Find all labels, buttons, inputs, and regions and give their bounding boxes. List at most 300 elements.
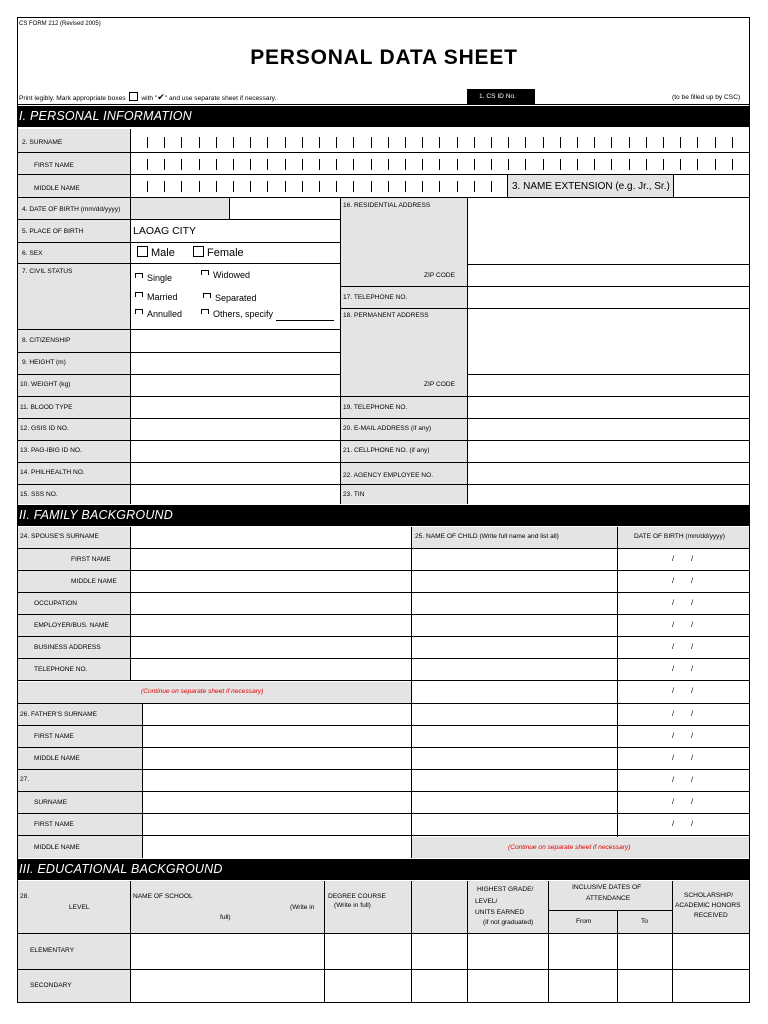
edu-level-bg bbox=[18, 934, 130, 1002]
char-box-tick bbox=[267, 137, 268, 148]
section-title: III. EDUCATIONAL BACKGROUND bbox=[19, 862, 223, 876]
highest-grade-header-4: (if not graduated) bbox=[483, 919, 534, 926]
divider bbox=[17, 969, 750, 970]
char-box-tick bbox=[525, 159, 526, 170]
char-box-tick bbox=[594, 137, 595, 148]
char-box-tick bbox=[319, 159, 320, 170]
char-box-tick bbox=[629, 159, 630, 170]
divider bbox=[17, 197, 750, 198]
divider bbox=[17, 418, 750, 419]
char-box-tick bbox=[405, 181, 406, 192]
divider bbox=[467, 197, 468, 504]
divider bbox=[17, 680, 750, 681]
others-specify-line[interactable] bbox=[276, 320, 334, 321]
child-dob-slashes[interactable]: / / bbox=[672, 753, 694, 762]
name-of-child-label: 25. NAME OF CHILD (Write full name and list all) bbox=[415, 533, 559, 540]
divider bbox=[617, 527, 618, 837]
annulled-checkbox[interactable] bbox=[135, 309, 143, 314]
char-box-tick bbox=[439, 181, 440, 192]
divider bbox=[17, 174, 750, 175]
mother-first-name-label: FIRST NAME bbox=[34, 821, 74, 828]
divider bbox=[17, 219, 340, 220]
child-name-input[interactable] bbox=[412, 637, 616, 658]
char-box-tick bbox=[457, 137, 458, 148]
char-box-tick bbox=[388, 137, 389, 148]
divider bbox=[17, 570, 750, 571]
mother-first-name-input[interactable] bbox=[143, 814, 411, 835]
child-dob-slashes[interactable]: / / bbox=[672, 642, 694, 651]
divider bbox=[17, 933, 750, 934]
char-box-tick bbox=[474, 181, 475, 192]
char-box-tick bbox=[199, 137, 200, 148]
sss-label: 15. SSS NO. bbox=[20, 491, 58, 498]
char-box-tick bbox=[285, 159, 286, 170]
csid-label: 1. CS ID No. bbox=[479, 93, 517, 100]
char-box-tick bbox=[199, 181, 200, 192]
highest-grade-header-3: UNITS EARNED bbox=[475, 909, 525, 916]
degree-header: DEGREE COURSE bbox=[328, 893, 386, 900]
citizenship-label: 8. CITIZENSHIP bbox=[22, 337, 71, 344]
section-title: I. PERSONAL INFORMATION bbox=[19, 109, 192, 123]
father-middle-name-input[interactable] bbox=[143, 748, 411, 769]
tin-input[interactable] bbox=[468, 485, 749, 504]
elementary-school-input[interactable] bbox=[131, 934, 324, 969]
char-box-tick bbox=[508, 159, 509, 170]
char-box-tick bbox=[147, 137, 148, 148]
scholarship-header-3: RECEIVED bbox=[694, 912, 728, 919]
widowed-label: Widowed bbox=[213, 270, 251, 280]
spouse-first-name-label: FIRST NAME bbox=[71, 556, 111, 563]
first-name-input[interactable] bbox=[131, 153, 749, 174]
degree-note: (Write in full) bbox=[334, 902, 371, 909]
child-name-input[interactable] bbox=[412, 770, 616, 791]
blood-type-input[interactable] bbox=[131, 397, 340, 418]
philhealth-input[interactable] bbox=[131, 463, 340, 484]
agency-employee-input[interactable] bbox=[468, 463, 749, 484]
name-extension-label: 3. NAME EXTENSION (e.g. Jr., Sr.) bbox=[512, 181, 670, 192]
spouse-first-name-input[interactable] bbox=[131, 549, 411, 570]
divider bbox=[130, 129, 131, 504]
char-box-tick bbox=[164, 181, 165, 192]
char-box-tick bbox=[680, 137, 681, 148]
occupation-label: OCCUPATION bbox=[34, 600, 77, 607]
child-dob-slashes[interactable]: / / bbox=[672, 797, 694, 806]
child-dob-slashes[interactable]: / / bbox=[672, 819, 694, 828]
child-dob-slashes[interactable]: / / bbox=[672, 620, 694, 629]
divider bbox=[17, 104, 750, 105]
child-name-input[interactable] bbox=[412, 792, 616, 813]
gsis-label: 12. GSIS ID NO. bbox=[20, 425, 69, 432]
height-input[interactable] bbox=[131, 353, 340, 374]
divider bbox=[672, 881, 673, 1002]
char-box-tick bbox=[646, 159, 647, 170]
zip-code-2-label: ZIP CODE bbox=[424, 381, 456, 388]
to-header: To bbox=[641, 918, 648, 925]
char-box-tick bbox=[491, 181, 492, 192]
divider bbox=[548, 881, 549, 1002]
child-name-input[interactable] bbox=[412, 704, 616, 725]
female-label: Female bbox=[207, 247, 244, 259]
secondary-label: SECONDARY bbox=[30, 982, 72, 989]
gsis-input[interactable] bbox=[131, 419, 340, 440]
char-box-tick bbox=[577, 137, 578, 148]
address-label-bg bbox=[340, 198, 467, 504]
divider bbox=[17, 747, 750, 748]
char-box-tick bbox=[439, 159, 440, 170]
char-box-tick bbox=[388, 181, 389, 192]
char-box-tick bbox=[371, 159, 372, 170]
highest-grade-header-2: LEVEL/ bbox=[475, 898, 498, 905]
divider bbox=[340, 308, 750, 309]
family-telephone-label: TELEPHONE NO. bbox=[34, 666, 88, 673]
divider bbox=[17, 636, 750, 637]
char-box-tick bbox=[302, 181, 303, 192]
spouse-surname-label: 24. SPOUSE'S SURNAME bbox=[20, 533, 99, 540]
pob-value[interactable]: LAOAG CITY bbox=[133, 225, 197, 237]
divider bbox=[673, 175, 674, 197]
sex-label: 6. SEX bbox=[22, 250, 43, 257]
char-box-tick bbox=[474, 159, 475, 170]
child-name-input[interactable] bbox=[412, 549, 616, 570]
first-name-label: FIRST NAME bbox=[34, 162, 74, 169]
char-box-tick bbox=[250, 159, 251, 170]
dob-label: 4. DATE OF BIRTH (mm/dd/yyyy) bbox=[22, 206, 121, 213]
divider bbox=[229, 197, 230, 220]
char-box-tick bbox=[457, 159, 458, 170]
char-box-tick bbox=[543, 137, 544, 148]
school-header: NAME OF SCHOOL bbox=[133, 893, 193, 900]
married-label: Married bbox=[147, 292, 178, 302]
child-dob-label: DATE OF BIRTH (mm/dd/yyyy) bbox=[634, 533, 725, 540]
child-dob-slashes[interactable]: / / bbox=[672, 686, 694, 695]
residential-address-label: 16. RESIDENTIAL ADDRESS bbox=[343, 202, 431, 209]
sss-input[interactable] bbox=[131, 485, 340, 504]
instructions-part-b: with " bbox=[141, 95, 158, 102]
secondary-school-input[interactable] bbox=[131, 970, 324, 1002]
char-box-tick bbox=[336, 181, 337, 192]
char-box-tick bbox=[216, 181, 217, 192]
char-box-tick bbox=[422, 181, 423, 192]
civil-status-label: 7. CIVIL STATUS bbox=[22, 268, 73, 275]
level-header: LEVEL bbox=[69, 904, 90, 911]
child-name-input[interactable] bbox=[412, 814, 616, 835]
instructions bbox=[19, 92, 276, 103]
char-box-tick bbox=[646, 137, 647, 148]
char-box-tick bbox=[164, 137, 165, 148]
school-write-in-note: (Write in bbox=[290, 904, 315, 911]
child-continue-note: (Continue on separate sheet if necessary) bbox=[508, 844, 631, 851]
family-telephone-input[interactable] bbox=[131, 659, 411, 680]
child-name-input[interactable] bbox=[412, 659, 616, 680]
char-box-tick bbox=[697, 159, 698, 170]
scholarship-header-2: ACADEMIC HONORS bbox=[675, 902, 741, 909]
char-box-tick bbox=[560, 137, 561, 148]
surname-input[interactable] bbox=[131, 130, 749, 152]
divider bbox=[130, 527, 131, 681]
occupation-input[interactable] bbox=[131, 593, 411, 614]
cellphone-input[interactable] bbox=[468, 441, 749, 462]
child-dob-slashes[interactable]: / / bbox=[672, 576, 694, 585]
weight-input[interactable] bbox=[131, 375, 340, 396]
others-label: Others, specify bbox=[213, 309, 274, 319]
divider bbox=[17, 769, 750, 770]
telephone-17-input[interactable] bbox=[468, 287, 749, 308]
char-box-tick bbox=[715, 159, 716, 170]
divider bbox=[411, 527, 412, 858]
char-box-tick bbox=[422, 137, 423, 148]
char-box-tick bbox=[508, 137, 509, 148]
section-personal-information bbox=[17, 106, 750, 127]
divider bbox=[17, 329, 340, 330]
child-name-input[interactable] bbox=[412, 681, 616, 702]
char-box-tick bbox=[405, 159, 406, 170]
char-box-tick bbox=[353, 181, 354, 192]
email-input[interactable] bbox=[468, 419, 749, 440]
char-box-tick bbox=[302, 137, 303, 148]
blood-type-label: 11. BLOOD TYPE bbox=[20, 404, 73, 411]
married-checkbox[interactable] bbox=[135, 292, 143, 297]
char-box-tick bbox=[250, 137, 251, 148]
divider bbox=[17, 396, 750, 397]
child-dob-slashes[interactable]: / / bbox=[672, 598, 694, 607]
height-label: 9. HEIGHT (m) bbox=[22, 359, 66, 366]
civil-single-option[interactable] bbox=[135, 273, 172, 283]
char-box-tick bbox=[267, 159, 268, 170]
char-box-tick bbox=[164, 159, 165, 170]
mother-middle-name-label: MIDDLE NAME bbox=[34, 844, 80, 851]
check-mark-icon: ✔ bbox=[157, 92, 165, 102]
spouse-surname-input[interactable] bbox=[131, 527, 411, 548]
char-box-tick bbox=[457, 181, 458, 192]
char-box-tick bbox=[491, 137, 492, 148]
telephone-19-label: 19. TELEPHONE NO. bbox=[343, 404, 408, 411]
divider bbox=[340, 286, 750, 287]
char-box-tick bbox=[629, 137, 630, 148]
inclusive-header-1: INCLUSIVE DATES OF bbox=[572, 884, 642, 891]
char-box-tick bbox=[715, 137, 716, 148]
separated-label: Separated bbox=[215, 293, 257, 303]
char-box-tick bbox=[388, 159, 389, 170]
child-dob-slashes[interactable]: / / bbox=[672, 709, 694, 718]
divider bbox=[17, 242, 340, 243]
char-box-tick bbox=[680, 159, 681, 170]
father-surname-label: 26. FATHER'S SURNAME bbox=[20, 711, 97, 718]
char-box-tick bbox=[302, 159, 303, 170]
char-box-tick bbox=[336, 159, 337, 170]
char-box-tick bbox=[147, 159, 148, 170]
char-box-tick bbox=[147, 181, 148, 192]
male-label: Male bbox=[151, 247, 175, 259]
business-address-input[interactable] bbox=[131, 637, 411, 658]
edu-number-label: 28. bbox=[20, 893, 30, 900]
divider bbox=[467, 374, 750, 375]
single-checkbox[interactable] bbox=[135, 273, 143, 278]
char-box-tick bbox=[405, 137, 406, 148]
separated-checkbox[interactable] bbox=[203, 293, 211, 298]
char-box-tick bbox=[285, 137, 286, 148]
mother-middle-name-input[interactable] bbox=[143, 836, 411, 857]
sex-female-option[interactable] bbox=[193, 246, 244, 259]
divider bbox=[467, 264, 750, 265]
char-box-tick bbox=[525, 137, 526, 148]
section-educational-background bbox=[17, 859, 750, 880]
civil-married-option[interactable] bbox=[135, 292, 178, 302]
civil-widowed-option[interactable] bbox=[201, 270, 250, 280]
char-box-tick bbox=[663, 137, 664, 148]
citizenship-input[interactable] bbox=[131, 330, 340, 352]
divider bbox=[17, 835, 750, 836]
spouse-middle-name-label: MIDDLE NAME bbox=[71, 578, 117, 585]
divider bbox=[142, 704, 143, 858]
char-box-tick bbox=[250, 181, 251, 192]
child-name-input[interactable] bbox=[412, 571, 616, 592]
char-box-tick bbox=[371, 137, 372, 148]
widowed-checkbox[interactable] bbox=[201, 270, 209, 275]
char-box-tick bbox=[353, 137, 354, 148]
char-box-tick bbox=[697, 137, 698, 148]
instructions-part-a: Print legibly. Mark appropriate boxes bbox=[19, 95, 126, 102]
divider bbox=[17, 658, 750, 659]
dob-input[interactable] bbox=[230, 198, 340, 220]
tin-label: 23. TIN bbox=[343, 491, 365, 498]
char-box-tick bbox=[181, 137, 182, 148]
permanent-address-input[interactable] bbox=[468, 309, 749, 374]
char-box-tick bbox=[732, 159, 733, 170]
spouse-middle-name-input[interactable] bbox=[131, 571, 411, 592]
surname-label: 2. SURNAME bbox=[22, 139, 63, 146]
from-header: From bbox=[576, 918, 592, 925]
child-name-input[interactable] bbox=[412, 748, 616, 769]
child-dob-slashes[interactable]: / / bbox=[672, 775, 694, 784]
telephone-19-input[interactable] bbox=[468, 397, 749, 418]
others-checkbox[interactable] bbox=[201, 309, 209, 314]
char-box-tick bbox=[216, 137, 217, 148]
char-box-tick bbox=[543, 159, 544, 170]
child-dob-slashes[interactable]: / / bbox=[672, 554, 694, 563]
divider bbox=[467, 881, 468, 1002]
section-title: II. FAMILY BACKGROUND bbox=[19, 508, 174, 522]
divider bbox=[340, 197, 341, 504]
divider bbox=[17, 703, 750, 704]
divider bbox=[130, 881, 131, 1002]
divider bbox=[17, 614, 750, 615]
inclusive-header-2: ATTENDANCE bbox=[586, 895, 631, 902]
zip-code-1-input[interactable] bbox=[468, 265, 749, 286]
char-box-tick bbox=[422, 159, 423, 170]
father-middle-name-label: MIDDLE NAME bbox=[34, 755, 80, 762]
civil-others-option[interactable] bbox=[201, 309, 273, 319]
char-box-tick bbox=[181, 181, 182, 192]
child-name-input[interactable] bbox=[412, 726, 616, 747]
divider bbox=[17, 263, 340, 264]
char-box-tick bbox=[611, 159, 612, 170]
char-box-tick bbox=[560, 159, 561, 170]
char-box-tick bbox=[181, 159, 182, 170]
pob-label: 5. PLACE OF BIRTH bbox=[22, 228, 84, 235]
char-box-tick bbox=[353, 159, 354, 170]
father-surname-input[interactable] bbox=[143, 704, 411, 725]
csc-note: (to be filled up by CSC) bbox=[672, 94, 741, 101]
telephone-17-label: 17. TELEPHONE NO. bbox=[343, 294, 408, 301]
char-box-tick bbox=[216, 159, 217, 170]
child-dob-slashes[interactable]: / / bbox=[672, 731, 694, 740]
elementary-label: ELEMENTARY bbox=[30, 947, 75, 954]
civil-separated-option[interactable] bbox=[203, 293, 257, 303]
char-box-tick bbox=[371, 181, 372, 192]
divider bbox=[617, 910, 618, 1002]
child-dob-slashes[interactable]: / / bbox=[672, 664, 694, 673]
form-code: CS FORM 212 (Revised 2005) bbox=[19, 21, 101, 27]
char-box-tick bbox=[319, 181, 320, 192]
char-box-tick bbox=[491, 159, 492, 170]
divider bbox=[17, 440, 750, 441]
divider bbox=[17, 152, 750, 153]
family-continue-note: (Continue on separate sheet if necessary) bbox=[141, 688, 264, 695]
divider bbox=[17, 548, 750, 549]
cellphone-label: 21. CELLPHONE NO. (if any) bbox=[343, 447, 430, 454]
char-box-tick bbox=[233, 159, 234, 170]
agency-employee-label: 22. AGENCY EMPLOYEE NO. bbox=[343, 472, 434, 479]
char-box-tick bbox=[319, 137, 320, 148]
char-box-tick bbox=[336, 137, 337, 148]
male-checkbox[interactable] bbox=[137, 246, 148, 257]
divider bbox=[324, 881, 325, 1002]
mother-surname-label: SURNAME bbox=[34, 799, 67, 806]
scholarship-header-1: SCHOLARSHIP/ bbox=[684, 892, 734, 899]
char-box-tick bbox=[663, 159, 664, 170]
divider bbox=[17, 813, 750, 814]
middle-name-label: MIDDLE NAME bbox=[34, 185, 80, 192]
employer-input[interactable] bbox=[131, 615, 411, 636]
char-box-tick bbox=[732, 137, 733, 148]
divider bbox=[507, 175, 508, 197]
school-full-note: full) bbox=[220, 914, 231, 921]
residential-address-input[interactable] bbox=[468, 198, 749, 264]
father-first-name-input[interactable] bbox=[143, 726, 411, 747]
child-name-input[interactable] bbox=[412, 593, 616, 614]
divider bbox=[548, 910, 672, 911]
char-box-tick bbox=[285, 181, 286, 192]
child-name-input[interactable] bbox=[412, 615, 616, 636]
divider bbox=[17, 484, 750, 485]
civil-annulled-option[interactable] bbox=[135, 309, 182, 319]
business-address-label: BUSINESS ADDRESS bbox=[34, 644, 101, 651]
divider bbox=[17, 352, 340, 353]
char-box-tick bbox=[233, 137, 234, 148]
char-box-tick bbox=[611, 137, 612, 148]
divider bbox=[17, 725, 750, 726]
name-extension-input[interactable] bbox=[674, 175, 749, 197]
annulled-label: Annulled bbox=[147, 309, 183, 319]
email-label: 20. E-MAIL ADDRESS (if any) bbox=[343, 425, 432, 432]
employer-label: EMPLOYER/BUS. NAME bbox=[34, 622, 109, 629]
weight-label: 10. WEIGHT (kg) bbox=[20, 381, 71, 388]
highest-grade-header-1: HIGHEST GRADE/ bbox=[477, 886, 534, 893]
female-checkbox[interactable] bbox=[193, 246, 204, 257]
char-box-tick bbox=[474, 137, 475, 148]
zip-code-2-input[interactable] bbox=[468, 375, 749, 396]
philhealth-label: 14. PHILHEALTH NO. bbox=[20, 469, 85, 476]
instructions-part-c: " and use separate sheet if necessary. bbox=[164, 95, 277, 102]
father-first-name-label: FIRST NAME bbox=[34, 733, 74, 740]
mother-surname-input[interactable] bbox=[143, 792, 411, 813]
pagibig-input[interactable] bbox=[131, 441, 340, 462]
sex-male-option[interactable] bbox=[137, 246, 175, 259]
char-box-tick bbox=[439, 137, 440, 148]
char-box-tick bbox=[199, 159, 200, 170]
section-family-background bbox=[17, 505, 750, 526]
page-title: PERSONAL DATA SHEET bbox=[250, 46, 518, 69]
